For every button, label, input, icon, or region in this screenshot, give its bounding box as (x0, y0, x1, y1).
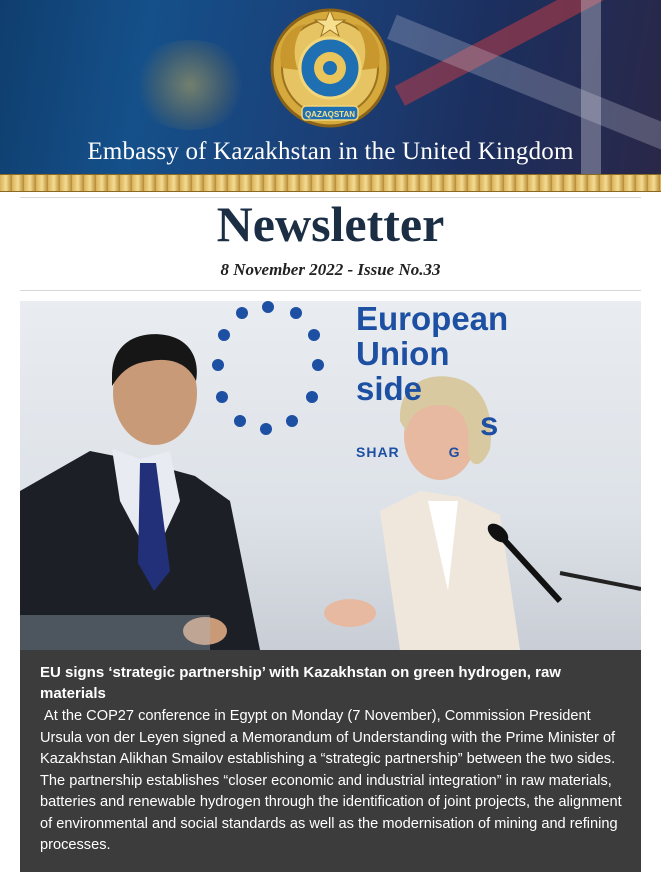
backdrop-line: side (356, 370, 423, 407)
divider (20, 290, 641, 291)
article-caption (20, 650, 641, 872)
newsletter-title: Newsletter (216, 196, 445, 252)
embassy-title: Embassy of Kazakhstan in the United Kingdom (87, 138, 574, 165)
gold-ornament-border (0, 174, 661, 192)
article-headline[interactable]: EU signs ‘strategic partnership’ with Kazakhstan on green hydrogen, raw materials (40, 664, 561, 702)
article-photo (20, 301, 641, 650)
kazakhstan-emblem-icon (268, 6, 392, 130)
backdrop-line: European (356, 301, 509, 337)
photo-backdrop-subtext: SHAR G (356, 444, 461, 460)
header-banner (0, 0, 661, 190)
backdrop-line: Union (356, 335, 450, 372)
kazakh-flag-sun-icon (130, 40, 250, 130)
article-body: At the COP27 conference in Egypt on Monday (7 November), Commission President Ursula von der Leyen signed a Memorandum of Understanding with the Prime Minister of Kazakhstan Alikhan Smailov establishing a “strategic partnership” between the two sides. The partnership establishes “closer economic and industrial integration” in raw materials, batteries and renewable hydrogen through the identification of joint projects, the alignment of environmental and social standards as well as the modernisation of mining and refining processes. (40, 708, 622, 853)
photo-scene (20, 301, 641, 650)
backdrop-line: s (480, 405, 499, 442)
emblem-label: QAZAQSTAN (304, 110, 356, 119)
eu-stars-icon (212, 301, 324, 435)
issue-date-line: 8 November 2022 - Issue No.33 (220, 260, 441, 279)
photo-backdrop-text (356, 301, 508, 441)
